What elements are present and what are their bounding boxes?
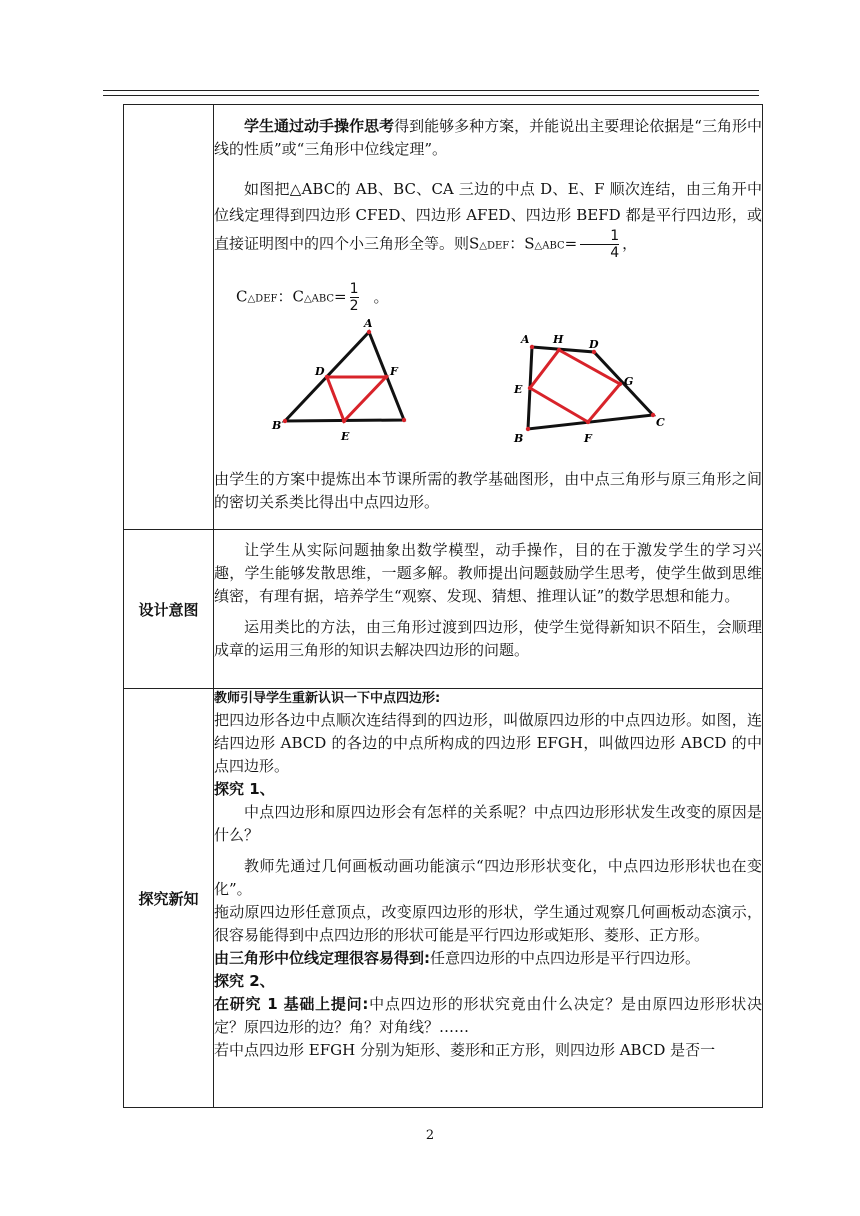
quadrilateral-abcd	[528, 347, 653, 429]
paragraph	[214, 176, 762, 261]
text: ：	[509, 234, 525, 253]
subscript: △ABC	[303, 293, 335, 305]
geometry-figures	[214, 318, 754, 448]
paragraph: 运用类比的方法，由三角形过渡到四边形，使学生觉得新知识不陌生，会顺理成章的运用三角形的知识去解决四边形的问题。	[214, 618, 762, 659]
table-row	[124, 530, 763, 689]
perimeter-ratio	[214, 281, 762, 314]
paragraph	[214, 947, 762, 970]
table-row	[124, 105, 763, 530]
label-A: A	[521, 333, 530, 346]
row-label-explore: 探究新知	[124, 689, 214, 1108]
page-number: 2	[425, 1128, 435, 1143]
heading: 探究 2、	[214, 972, 275, 990]
area-symbol: S	[469, 234, 480, 253]
label-E: E	[514, 383, 523, 396]
row-content-design-intent	[214, 530, 763, 689]
text: 中点四边形的形状究竟由什么决定？是由原四边形形状决定？原四边形的边？角？对角线？……	[214, 995, 762, 1036]
table-row	[124, 689, 763, 1108]
label-E: E	[341, 430, 350, 443]
heading: 探究 1、	[214, 780, 275, 798]
bold-lead: 在研究 1 基础上提问:	[214, 995, 369, 1013]
equals: =	[334, 287, 347, 306]
text: 如图把△ABC的 AB、BC、CA 三边的中点 D、E、F 顺次连结，由三角开中位线定理得到四边形 CFED、四边形 AFED、四边形 BEFD 都是平行四边形，或直接证明图中的四个小三角形全等。则	[214, 180, 762, 253]
quadrilateral-efgh	[530, 350, 620, 422]
denominator: 2	[349, 298, 359, 314]
fraction	[580, 228, 619, 261]
row-content-methods	[214, 105, 763, 530]
header-rule-thick	[103, 90, 759, 91]
label-D: D	[315, 365, 325, 378]
subscript: △DEF	[247, 293, 278, 305]
fraction	[350, 281, 359, 314]
subscript: △DEF	[479, 240, 510, 252]
paragraph: 拖动原四边形任意顶点，改变原四边形的形状，学生通过观察几何画板动态演示，很容易能得到中点四边形的形状可能是平行四边形或矩形、菱形、正方形。	[214, 903, 762, 944]
numerator: 1	[349, 281, 359, 297]
row-label-design-intent: 设计意图	[124, 530, 214, 689]
label-H: H	[553, 333, 564, 346]
equals: =	[564, 234, 578, 253]
perimeter-symbol: C	[292, 287, 304, 306]
label-C: C	[656, 416, 665, 429]
bold-lead: 学生通过动手操作思考	[244, 117, 395, 135]
triangle-def	[327, 377, 386, 421]
text: 。	[373, 287, 389, 306]
label-B: B	[514, 432, 524, 445]
label-D: D	[589, 338, 599, 351]
paragraph	[214, 993, 762, 1039]
quadrilateral-figure	[513, 333, 665, 445]
area-symbol: S	[524, 234, 535, 253]
paragraph: 让学生从实际问题抽象出数学模型，动手操作，目的在于激发学生的学习兴趣，学生能够发散思维，一题多解。教师提出问题鼓励学生思考，使学生做到思维缜密，有理有据，培养学生“观察、发现、猜想、推理认证”的数学思想和能力。	[214, 541, 762, 605]
label-G: G	[624, 375, 634, 388]
perimeter-symbol: C	[236, 287, 248, 306]
row-label-empty	[124, 105, 214, 530]
paragraph: 若中点四边形 EFGH 分别为矩形、菱形和正方形，则四边形 ABCD 是否一	[214, 1041, 716, 1059]
label-A: A	[364, 318, 373, 330]
subscript: △ABC	[534, 240, 565, 252]
paragraph: 把四边形各边中点顺次连结得到的四边形，叫做原四边形的中点四边形。如图，连结四边形 ABCD 的各边的中点所构成的四边形 EFGH，叫做四边形 ABCD 的中点四边形。	[214, 711, 762, 775]
label-F: F	[390, 365, 398, 378]
paragraph: 中点四边形和原四边形会有怎样的关系呢？中点四边形形状发生改变的原因是什么？	[214, 803, 762, 844]
lesson-table	[123, 104, 763, 1108]
paragraph: 教师先通过几何画板动画功能演示“四边形形状变化，中点四边形形状也在变化”。	[214, 857, 762, 898]
label-B: B	[272, 419, 282, 432]
paragraph	[214, 115, 762, 161]
text: 任意四边形的中点四边形是平行四边形。	[430, 949, 701, 967]
text: ：	[277, 287, 293, 306]
row-content-explore	[214, 689, 763, 1108]
label-F: F	[584, 432, 592, 445]
text: 得到能够多种方案，并能说出主要理论依据是“三角形中线的性质”或“三角形中位线定理”。	[214, 117, 762, 158]
triangle-figure	[271, 318, 406, 443]
paragraph: 由学生的方案中提炼出本节课所需的教学基础图形，由中点三角形与原三角形之间的密切关系类比得出中点四边形。	[214, 470, 762, 511]
numerator: 1	[610, 228, 620, 244]
paragraph: 教师引导学生重新认识一下中点四边形:	[214, 691, 441, 706]
denominator: 4	[580, 244, 619, 261]
bold-lead: 由三角形中位线定理很容易得到:	[214, 949, 431, 967]
header-rule-thin	[103, 95, 759, 96]
text: ，	[622, 234, 638, 253]
